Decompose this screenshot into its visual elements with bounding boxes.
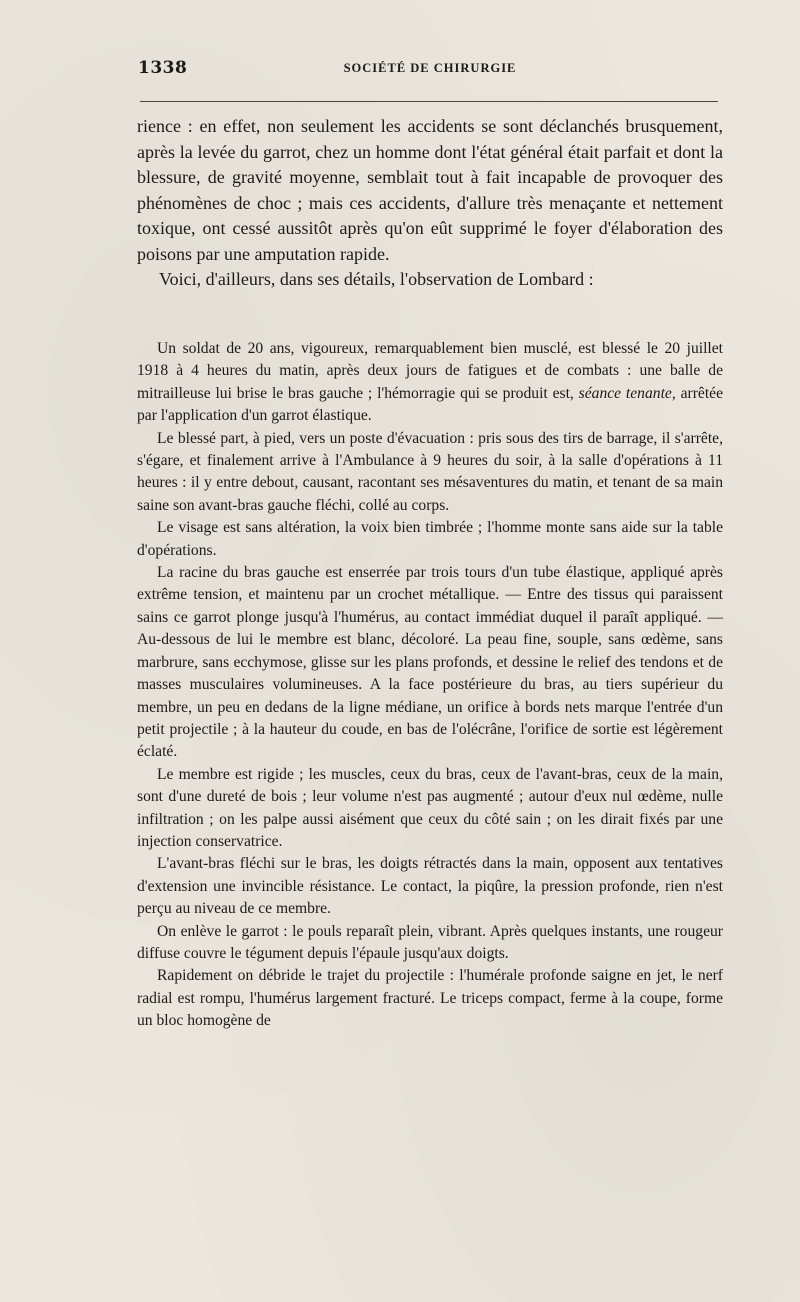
observation-p1-end: arrêtée par l'application d'un garrot élastique. — [137, 384, 723, 425]
observation-paragraph-5: Le membre est rigide ; les muscles, ceux du bras, ceux de l'avant-bras, ceux de la main, sont d'une dureté de bois ; leur volume n'est pas augmenté ; autour d'eux nul œdème, nulle infiltration ; on les palpe aussi aisément que ceux du côté sain ; on les dirait fixés par une injection conservatrice. — [137, 765, 723, 850]
page-header — [138, 58, 722, 88]
page-number: 1338 — [138, 58, 188, 78]
intro-paragraph-1: rience : en effet, non seulement les accidents se sont déclanchés brusquement, après la levée du garrot, chez un homme dont l'état général était parfait et dont la blessure, de gravité moyenne, semblait tout à fait incapable de provoquer des phénomènes de choc ; mais ces accidents, d'allure très menaçante et nettement toxique, ont cessé aussitôt après qu'on eût supprimé le foyer d'élaboration des poisons par une amputation rapide. — [137, 116, 723, 264]
running-title: SOCIÉTÉ DE CHIRURGIE — [343, 61, 517, 75]
observation-text — [137, 338, 723, 1033]
observation-paragraph-8: Rapidement on débride le trajet du projectile : l'humérale profonde saigne en jet, le nerf radial est rompu, l'humérus largement fracturé. Le triceps compact, ferme à la coupe, forme un bloc homogène de — [137, 967, 723, 1030]
observation-paragraph-3: Le visage est sans altération, la voix bien timbrée ; l'homme monte sans aide sur la table d'opérations. — [137, 519, 723, 559]
observation-p1-start: Un soldat de 20 ans, vigoureux, remarquablement bien musclé, est blessé le 20 juillet 1918 à 4 heures du matin, après deux jours de fatigues et de combats : une balle de mitrailleuse lui brise le bras gauche ; l'hémorragie qui se produit est, — [137, 340, 723, 402]
header-rule — [140, 101, 718, 102]
observation-paragraph-6: L'avant-bras fléchi sur le bras, les doigts rétractés dans la main, opposent aux tentatives d'extension une invincible résistance. Le contact, la piqûre, la pression profonde, rien n'est perçu au niveau de ce membre. — [137, 855, 723, 918]
observation-paragraph-4: La racine du bras gauche est enserrée par trois tours d'un tube élastique, appliqué après extrême tension, et maintenu par un crochet métallique. — Entre des tissus qui paraissent sains ce garrot plonge jusqu'à l'humérus, au contact immédiat duquel il paraît appliqué. — Au-dessous de lui le membre est blanc, décoloré. La peau fine, souple, sans œdème, sans marbrure, sans ecchymose, glisse sur les plans profonds, et dessine le relief des tendons et de masses musculaires volumineuses. A la face postérieure du bras, au tiers supérieur du membre, un peu en dedans de la ligne médiane, un orifice à bords nets marque l'entrée d'un petit projectile ; à la hauteur du coude, en bas de l'olécrâne, l'orifice de sortie est légèrement éclaté. — [137, 564, 723, 761]
observation-p1-italic: séance tenante, — [578, 384, 676, 402]
observation-paragraph-7: On enlève le garrot : le pouls reparaît plein, vibrant. Après quelques instants, une rougeur diffuse couvre le tégument depuis l'épaule jusqu'aux doigts. — [137, 922, 723, 962]
intro-paragraph-2: Voici, d'ailleurs, dans ses détails, l'observation de Lombard : — [159, 269, 594, 289]
observation-paragraph-1 — [137, 338, 723, 428]
intro-text — [137, 114, 723, 293]
observation-paragraph-2: Le blessé part, à pied, vers un poste d'évacuation : pris sous des tirs de barrage, il s'arrête, s'égare, et finalement arrive à l'Ambulance à 9 heures du soir, à la salle d'opérations à 11 heures : il y entre debout, causant, racontant ses mésaventures du matin, et tenant de sa main saine son avant-bras gauche fléchi, collé au corps. — [137, 429, 723, 514]
